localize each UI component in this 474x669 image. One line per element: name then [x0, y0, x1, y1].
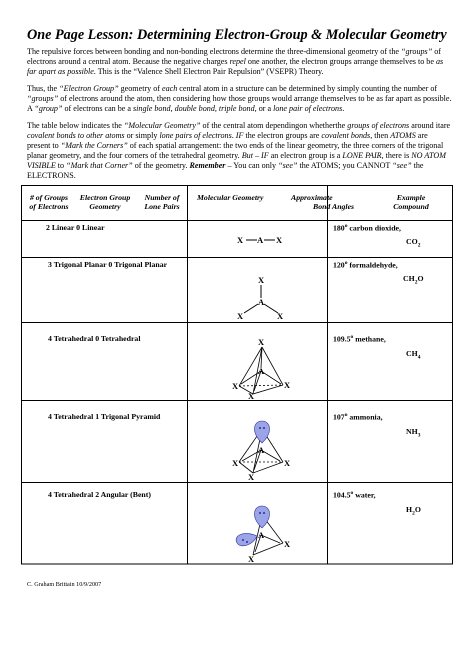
text-run: single bond, double bond, triple bond: [133, 104, 255, 114]
text-run: lone pair of electrons: [273, 104, 343, 114]
row-tetrahedral-formula: $CH_4$: [406, 349, 421, 361]
text-run: “Mark the Corners”: [60, 141, 128, 151]
text-run: . This is the “Valence Shell Electron Pair Repulsion” (VSEPR) Theory.: [93, 67, 324, 77]
header-electron-geometry: Electron Group Geometry: [79, 193, 131, 211]
atom-a: A: [258, 366, 265, 376]
row-trigonal-pyramid-angle: 107$^o$ ammonia,: [333, 412, 383, 422]
header-example: Example Compound: [393, 193, 429, 211]
row-trigonal-planar-angle: 120$^o$ formaldehyde,: [333, 260, 398, 270]
intro-paragraph-electron-group: [27, 84, 452, 114]
intro-paragraph-vsepr: [27, 47, 452, 77]
text-run: But – IF: [241, 151, 269, 161]
text-run: .: [342, 104, 345, 114]
text-run: lone pairs of electrons: [159, 131, 232, 141]
text-run: “see”: [392, 161, 412, 171]
atom-x: X: [276, 235, 283, 245]
atom-x: X: [284, 380, 291, 390]
atom-a: A: [257, 235, 264, 245]
text-run: “groups”: [27, 94, 59, 104]
atom-x: X: [258, 337, 265, 347]
atom-a: A: [258, 445, 265, 455]
row-angular-formula: $H_2O$: [406, 505, 421, 517]
text-run: an electron group is a: [268, 151, 343, 161]
text-run: of electrons around the atom, then considering how those groups would arrange themselves to be as far apart as possible. A: [27, 94, 452, 114]
diagram-angular-bent: [236, 506, 291, 564]
text-run: geometry of: [118, 84, 162, 93]
text-run: the electron groups are: [243, 131, 322, 141]
text-run: , or a: [254, 104, 274, 114]
row-tetrahedral-description: 4 Tetrahedral 0 Tetrahedral: [48, 334, 141, 343]
text-run: of the central atom dependingon whetherthe: [200, 121, 348, 130]
text-run: IF: [235, 131, 244, 141]
intro-paragraph-molecular-geometry: [27, 121, 452, 182]
atom-x: X: [284, 539, 291, 549]
row-trigonal-planar-description: 3 Trigonal Planar 0 Trigonal Planar: [48, 260, 168, 269]
atom-x: X: [232, 381, 239, 391]
header-groups: # of Groups of Electrons: [29, 193, 69, 211]
header-approximate: Approximate: [291, 193, 333, 202]
diagram-tetrahedral: [232, 337, 291, 401]
row-angular-description: 4 Tetrahedral 2 Angular (Bent): [48, 490, 151, 499]
row-tetrahedral-angle: 109.5$^o$ methane,: [333, 334, 386, 344]
table-grid: [21, 185, 453, 565]
row-linear-angle: 180$^o$ carbon dioxide,: [333, 223, 401, 233]
text-run: as far apart as possible: [27, 57, 444, 77]
text-run: “groups”: [401, 47, 433, 56]
row-trigonal-pyramid-description: 4 Tetrahedral 1 Trigonal Pyramid: [48, 412, 161, 421]
text-run: LONE PAIR: [342, 151, 382, 161]
atom-x: X: [237, 311, 244, 321]
atom-x: X: [232, 458, 239, 468]
text-run: central atom in a structure can be determined by simply counting the number of: [177, 84, 438, 93]
text-run: ATOMS: [390, 131, 416, 141]
row-trigonal-pyramid-formula: $NH_3$: [406, 427, 421, 439]
lone-pair-icon: [236, 534, 257, 546]
atom-x: X: [248, 391, 255, 401]
text-run: Remember: [189, 161, 226, 171]
page-title: One Page Lesson: Determining Electron-Group & Molecular Geometry: [27, 27, 447, 43]
diagram-trigonal-pyramid: [232, 421, 291, 482]
text-run: are present to: [27, 131, 428, 151]
text-run: Thus, the: [27, 84, 60, 93]
atom-x: X: [277, 311, 284, 321]
atom-a: A: [258, 297, 265, 307]
atom-x: X: [237, 235, 244, 245]
text-run: of each spatial arrangement: the two ends of the linear geometry, the three corners of the trigonal planar geometry, and the four corners of the tetrahedral geometry.: [27, 141, 444, 161]
text-run: the ATOMS; you CANNOT: [297, 161, 393, 171]
lone-pair-icon: [254, 506, 269, 528]
text-run: of electrons can be a: [62, 104, 134, 114]
header-bond-angles: Bond Angles: [313, 202, 355, 211]
text-run: groups of electrons: [347, 121, 410, 130]
lone-pair-icon: [254, 421, 269, 443]
row-trigonal-planar-formula: $CH_2O$: [403, 274, 424, 286]
text-run: the ELECTRONS.: [27, 161, 424, 181]
text-run: “see”: [278, 161, 298, 171]
text-run: of the geometry.: [132, 161, 190, 171]
text-run: covalent bonds to other atoms: [27, 131, 125, 141]
atom-x: X: [248, 472, 255, 482]
text-run: – You can only: [225, 161, 279, 171]
header-lone-pairs: Number of Lone Pairs: [144, 193, 180, 211]
text-run: The repulsive forces between bonding and non-bonding electrons determine the three-dimensional geometry of the: [27, 47, 401, 56]
row-linear-description: 2 Linear 0 Linear: [46, 223, 105, 232]
text-run: “Electron Group”: [59, 84, 119, 93]
diagram-trigonal-planar: [237, 275, 284, 321]
text-run: covalent bonds: [321, 131, 371, 141]
diagram-linear: [237, 235, 283, 245]
atom-x: X: [284, 458, 291, 468]
text-run: The table below indicates the: [27, 121, 124, 130]
text-run: “Molecular Geometry”: [123, 121, 201, 130]
header-molecular-geometry: Molecular Geometry: [197, 193, 264, 202]
text-run: repel: [229, 57, 246, 67]
footer-author: C. Graham Brittain 10/9/2007: [27, 581, 102, 588]
text-run: “group”: [34, 104, 63, 114]
text-run: around itare: [409, 121, 451, 130]
text-run: each: [161, 84, 178, 93]
text-run: , then: [370, 131, 391, 141]
text-run: one another, the electron groups arrange themselves to be: [245, 57, 436, 67]
atom-x: X: [248, 554, 255, 564]
row-angular-angle: 104.5$^o$ water,: [333, 490, 376, 500]
text-run: of electrons around a central atom. Because the negative charges: [27, 47, 441, 67]
text-run: to: [55, 161, 67, 171]
atom-x: X: [258, 275, 265, 285]
atom-a: A: [258, 530, 265, 540]
text-run: or simply: [124, 131, 160, 141]
row-linear-formula: $CO_2$: [406, 237, 421, 249]
text-run: “Mark that Corner”: [66, 161, 133, 171]
text-run: , there is: [381, 151, 412, 161]
text-run: NO ATOM VISIBLE: [27, 151, 446, 171]
text-run: .: [231, 131, 236, 141]
